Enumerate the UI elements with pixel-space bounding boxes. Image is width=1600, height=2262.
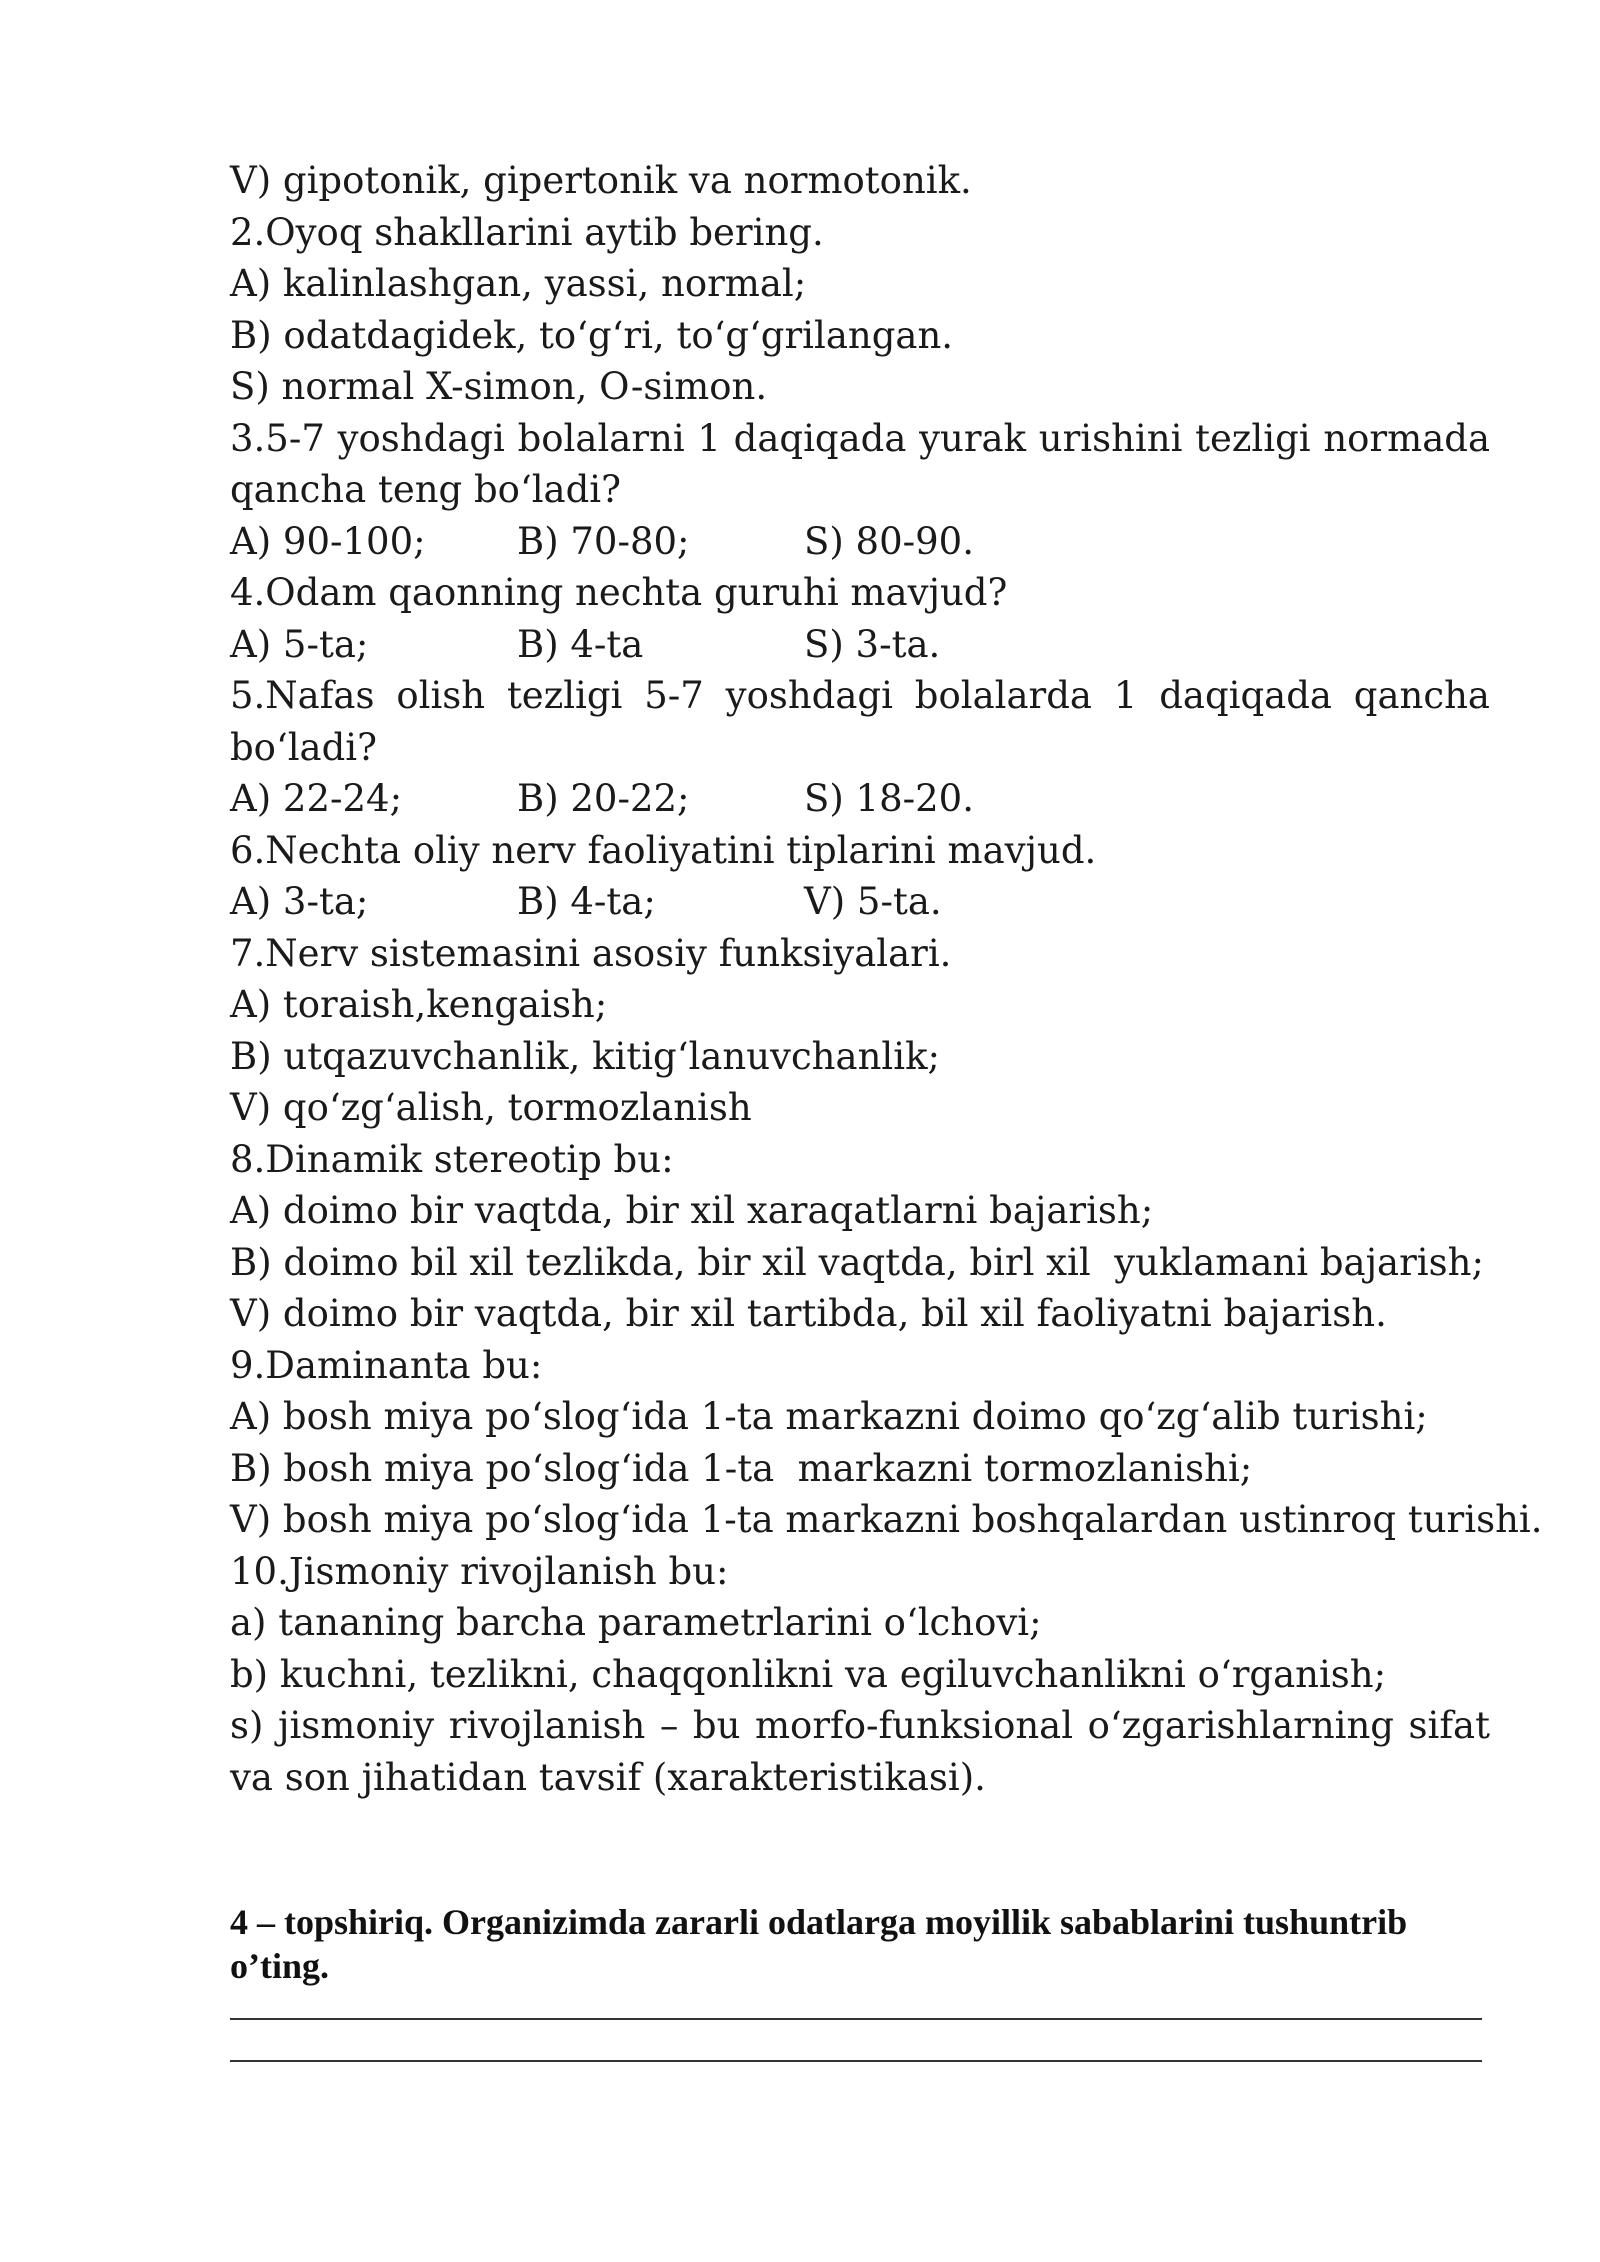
test-questions [230,155,1543,1803]
q3-option-s: S) 80-90. [804,519,974,563]
q3-option-a: A) 90-100; [230,519,426,563]
q8-option-v: V) doimo bir vaqtda, bir xil tartibda, bil xil faoliyatni bajarish. [230,1292,1387,1335]
q4-options [230,619,1490,671]
q10-question: 10.Jismoniy rivojlanish bu: [230,1549,729,1593]
q5-option-s: S) 18-20. [804,777,974,820]
q5-question: 5.Nafas olish tezligi 5-7 yoshdagi bolalarda 1 daqiqada qancha bo‘ladi? [230,674,1490,769]
q6-option-a: A) 3-ta; [230,880,369,923]
q1-option-v: V) gipotonik, gipertonik va normotonik. [230,159,972,202]
q10-option-s: s) jismoniy rivojlanish – bu morfo-funksional o‘zgarishlarning sifat va son jihatidan tavsif (xarakteristikasi). [230,1704,1490,1799]
q10-option-b: b) kuchni, tezlikni, chaqqonlikni va egiluvchanlikni o‘rganish; [230,1652,1387,1696]
q3-option-b: B) 70-80; [517,519,690,563]
q5-option-a: A) 22-24; [230,777,403,820]
q5-options [230,773,1490,825]
q4-option-a: A) 5-ta; [230,622,369,666]
q6-options [230,876,1490,928]
q9-option-a: A) bosh miya po‘slog‘ida 1-ta markazni doimo qo‘zg‘alib turishi; [230,1395,1428,1438]
answer-line-2 [230,2060,1482,2062]
q6-question: 6.Nechta oliy nerv faoliyatini tiplarini mavjud. [230,828,1097,872]
q3-question: 3.5-7 yoshdagi bolalarni 1 daqiqada yurak urishini tezligi normada qancha teng bo‘ladi? [230,416,1490,511]
q8-option-b: B) doimo bil xil tezlikda, bir xil vaqtda, birl xil yuklamani bajarish; [230,1240,1484,1284]
q4-option-b: B) 4-ta [517,622,644,666]
task4-heading: 4 – topshiriq. Organizimda zararli odatlarga moyillik sabablarini tushuntrib o’ting. [230,1902,1408,1986]
q2-option-a: A) kalinlashgan, yassi, normal; [230,262,807,305]
q9-option-b: B) bosh miya po‘slog‘ida 1-ta markazni tormozlanishi; [230,1446,1253,1490]
q7-option-b: B) utqazuvchanlik, kitig‘lanuvchanlik; [230,1034,940,1078]
q10-option-a: a) tananing barcha parametrlarini o‘lchovi; [230,1601,1042,1644]
q4-question: 4.Odam qaonning nechta guruhi mavjud? [230,571,1008,614]
q4-option-s: S) 3-ta. [804,622,941,666]
q7-option-a: A) toraish,kengaish; [230,983,608,1026]
q9-question: 9.Daminanta bu: [230,1343,543,1387]
q6-option-b: B) 4-ta; [517,880,656,923]
q8-option-a: A) doimo bir vaqtda, bir xil xaraqatlarni bajarish; [230,1189,1154,1232]
q5-option-b: B) 20-22; [517,777,690,820]
q2-question: 2.Oyoq shakllarini aytib bering. [230,210,824,254]
q3-options [230,516,1490,568]
q7-option-v: V) qo‘zg‘alish, tormozlanish [230,1086,752,1129]
q6-option-v: V) 5-ta. [804,880,942,923]
q2-option-s: S) normal X-simon, O-simon. [230,365,768,408]
q7-question: 7.Nerv sistemasini asosiy funksiyalari. [230,931,952,975]
q9-option-v: V) bosh miya po‘slog‘ida 1-ta markazni boshqalardan ustinroq turishi. [230,1498,1543,1541]
q8-question: 8.Dinamik stereotip bu: [230,1137,674,1181]
answer-line-1 [230,2018,1482,2020]
q2-option-b: B) odatdagidek, to‘g‘ri, to‘g‘grilangan. [230,313,954,357]
